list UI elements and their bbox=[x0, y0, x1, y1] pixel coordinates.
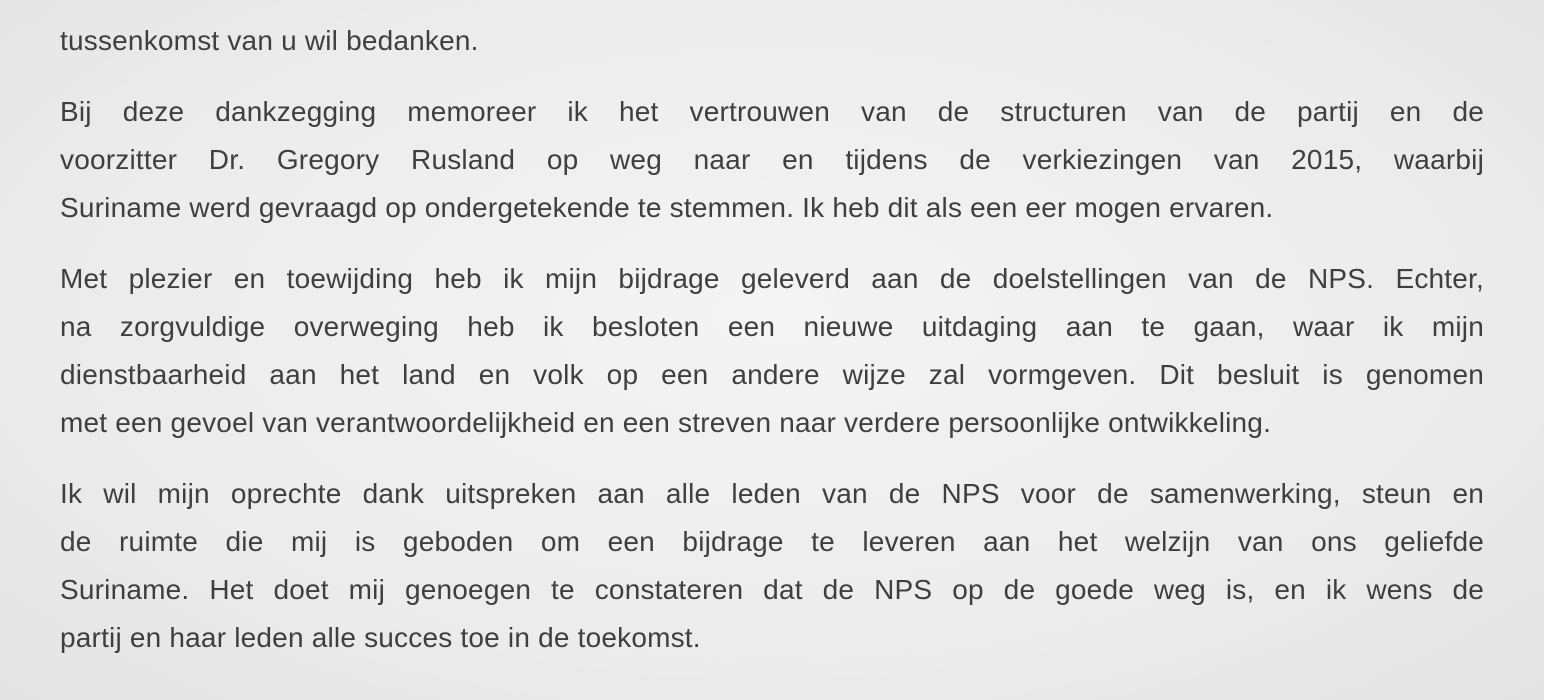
text-line: met een gevoel van verantwoordelijkheid en een streven naar verdere persoonlijke ontwikkeling. bbox=[60, 407, 1272, 438]
text-line: Suriname werd gevraagd op ondergetekende te stemmen. Ik heb dit als een eer mogen ervaren. bbox=[60, 192, 1274, 223]
text-line: partij en haar leden alle succes toe in de toekomst. bbox=[60, 622, 701, 653]
text-line: voorzitter Dr. Gregory Rusland op weg naar en tijdens de verkiezingen van 2015, waarbij bbox=[60, 144, 1484, 175]
text-line: Ik wil mijn oprechte dank uitspreken aan alle leden van de NPS voor de samenwerking, steun en bbox=[60, 478, 1484, 509]
paragraph-closing-thanks bbox=[60, 17, 1484, 65]
paragraph-gratitude bbox=[60, 88, 1484, 232]
letter-body bbox=[60, 17, 1484, 685]
text-line: de ruimte die mij is geboden om een bijdrage te leveren aan het welzijn van ons geliefde bbox=[60, 526, 1484, 557]
text-line: dienstbaarheid aan het land en volk op een andere wijze zal vormgeven. Dit besluit is genomen bbox=[60, 359, 1484, 390]
text-line: Suriname. Het doet mij genoegen te constateren dat de NPS op de goede weg is, en ik wens de bbox=[60, 574, 1484, 605]
text-line: Met plezier en toewijding heb ik mijn bijdrage geleverd aan de doelstellingen van de NPS. Echter, bbox=[60, 263, 1484, 294]
paragraph-final-thanks bbox=[60, 470, 1484, 662]
text-line: Bij deze dankzegging memoreer ik het vertrouwen van de structuren van de partij en de bbox=[60, 96, 1484, 127]
text-line: tussenkomst van u wil bedanken. bbox=[60, 25, 479, 56]
paragraph-decision bbox=[60, 255, 1484, 447]
text-line: na zorgvuldige overweging heb ik besloten een nieuwe uitdaging aan te gaan, waar ik mijn bbox=[60, 311, 1484, 342]
